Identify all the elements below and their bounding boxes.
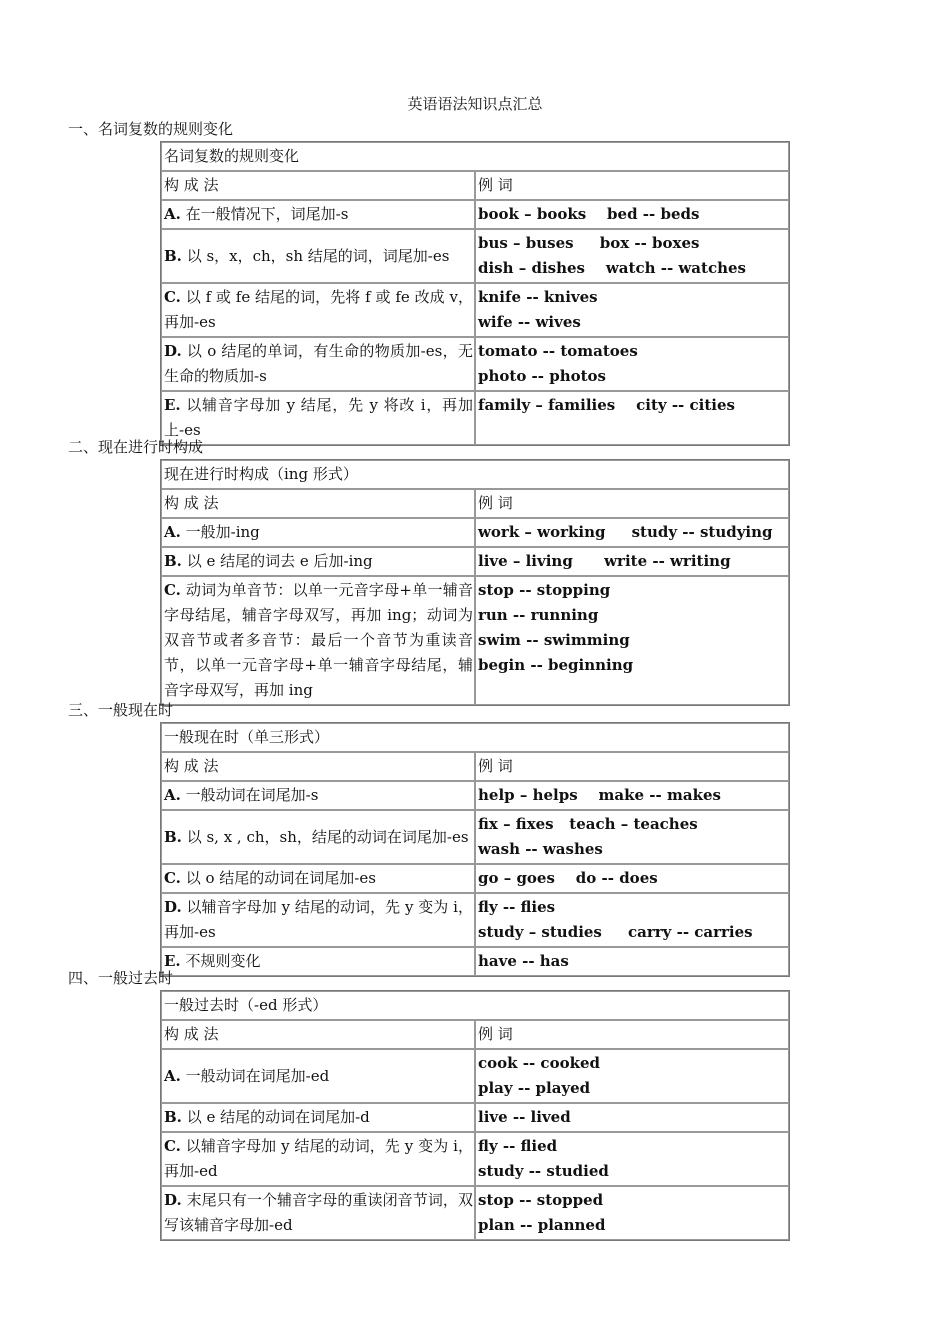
table-row — [161, 893, 789, 947]
rule-text: 以辅音字母加 y 结尾的动词，先 y 变为 i，再加-es — [164, 898, 473, 941]
rule-cell — [161, 1132, 475, 1186]
table-row — [161, 1186, 789, 1240]
rule-cell — [161, 518, 475, 547]
rule-cell — [161, 1103, 475, 1132]
rule-letter: E. — [164, 952, 181, 970]
rule-text: 一般加-ing — [185, 523, 260, 541]
rule-letter: D. — [164, 898, 182, 916]
example-line: live -- lived — [478, 1108, 571, 1126]
rule-letter: A. — [164, 205, 181, 223]
example-line: family – families city -- cities — [478, 396, 735, 414]
example-line: run -- running — [478, 606, 599, 624]
example-line: work – working study -- studying — [478, 523, 773, 541]
table-row — [161, 864, 789, 893]
rule-letter: C. — [164, 869, 181, 887]
rule-text: 以 f 或 fe 结尾的词，先将 f 或 fe 改成 v，再加-es — [164, 288, 473, 331]
example-line: study – studies carry -- carries — [478, 923, 753, 941]
example-line: fix – fixes teach – teaches — [478, 815, 698, 833]
example-line: book – books bed -- beds — [478, 205, 700, 223]
example-line: wife -- wives — [478, 313, 581, 331]
rule-text: 一般动词在词尾加-s — [185, 786, 319, 804]
examples-cell — [475, 947, 789, 976]
examples-cell — [475, 547, 789, 576]
present-continuous-table — [160, 459, 790, 706]
simple-past-table — [160, 990, 790, 1241]
rule-cell — [161, 893, 475, 947]
examples-cell — [475, 893, 789, 947]
table-row — [161, 337, 789, 391]
example-line: stop -- stopping — [478, 581, 611, 599]
rule-text: 不规则变化 — [185, 952, 261, 970]
rule-letter: B. — [164, 1108, 182, 1126]
example-line: plan -- planned — [478, 1216, 606, 1234]
examples-header: 例 词 — [475, 752, 789, 781]
example-line: live – living write -- writing — [478, 552, 731, 570]
examples-cell — [475, 781, 789, 810]
table-row — [161, 810, 789, 864]
table-row — [161, 283, 789, 337]
simple-present-table — [160, 722, 790, 977]
rule-text: 以辅音字母加 y 结尾，先 y 将改 i，再加上-es — [164, 396, 473, 439]
rule-cell — [161, 781, 475, 810]
rule-letter: B. — [164, 552, 182, 570]
rule-text: 以 o 结尾的动词在词尾加-es — [185, 869, 376, 887]
examples-cell — [475, 576, 789, 705]
rule-cell — [161, 200, 475, 229]
rule-cell — [161, 229, 475, 283]
examples-cell — [475, 200, 789, 229]
example-line: fly -- flied — [478, 1137, 558, 1155]
table-row — [161, 391, 789, 445]
method-header: 构 成 法 — [161, 171, 475, 200]
example-line: play -- played — [478, 1079, 591, 1097]
examples-cell — [475, 337, 789, 391]
rule-text: 动词为单音节：以单一元音字母+单一辅音字母结尾，辅音字母双写，再加 ing；动词为双音节或者多音节：最后一个音节为重读音节，以单一元音字母+单一辅音字母结尾，辅音字母双写，再加 ing — [164, 581, 473, 699]
rule-letter: C. — [164, 1137, 181, 1155]
example-line: cook -- cooked — [478, 1054, 600, 1072]
rule-letter: A. — [164, 523, 181, 541]
examples-header: 例 词 — [475, 171, 789, 200]
section-heading-simple-present: 三、一般现在时 — [68, 701, 174, 719]
rule-letter: B. — [164, 246, 182, 265]
example-line: have -- has — [478, 952, 569, 970]
section-heading-present-continuous: 二、现在进行时构成 — [68, 438, 204, 456]
examples-cell — [475, 229, 789, 283]
rule-letter: D. — [164, 342, 182, 360]
rule-cell — [161, 1186, 475, 1240]
table-title: 名词复数的规则变化 — [161, 142, 789, 171]
example-line: study -- studied — [478, 1162, 609, 1180]
rule-text: 以辅音字母加 y 结尾的动词，先 y 变为 i，再加-ed — [164, 1137, 473, 1180]
rule-letter: D. — [164, 1191, 182, 1209]
examples-cell — [475, 1049, 789, 1103]
example-line: go – goes do -- does — [478, 869, 658, 887]
rule-cell — [161, 864, 475, 893]
example-line: help – helps make -- makes — [478, 786, 721, 804]
rule-cell — [161, 810, 475, 864]
rule-text: 以 o 结尾的单词，有生命的物质加-es，无生命的物质加-s — [164, 342, 473, 385]
examples-cell — [475, 391, 789, 445]
table-row — [161, 229, 789, 283]
examples-cell — [475, 810, 789, 864]
table-row — [161, 1103, 789, 1132]
rule-text: 以 s，x，ch，sh 结尾的词，词尾加-es — [186, 246, 450, 265]
table-title: 一般现在时（单三形式） — [161, 723, 789, 752]
rule-letter: C. — [164, 581, 181, 599]
table-row — [161, 1049, 789, 1103]
table-row — [161, 547, 789, 576]
plural-rules-table — [160, 141, 790, 446]
example-line: stop -- stopped — [478, 1191, 604, 1209]
example-line: swim -- swimming — [478, 631, 630, 649]
example-line: tomato -- tomatoes — [478, 342, 638, 360]
document-title: 英语语法知识点汇总 — [407, 95, 543, 113]
examples-cell — [475, 283, 789, 337]
examples-header: 例 词 — [475, 1020, 789, 1049]
method-header: 构 成 法 — [161, 489, 475, 518]
table-row — [161, 947, 789, 976]
section-heading-simple-past: 四、一般过去时 — [68, 969, 174, 987]
rule-letter: E. — [164, 396, 181, 414]
table-title: 现在进行时构成（ing 形式） — [161, 460, 789, 489]
rule-text: 一般动词在词尾加-ed — [185, 1066, 330, 1085]
table-row — [161, 200, 789, 229]
rule-text: 以 e 结尾的词去 e 后加-ing — [186, 552, 373, 570]
rule-text: 末尾只有一个辅音字母的重读闭音节词，双写该辅音字母加-ed — [164, 1191, 473, 1234]
example-line: wash -- washes — [478, 840, 603, 858]
examples-cell — [475, 864, 789, 893]
table-row — [161, 1132, 789, 1186]
table-row — [161, 781, 789, 810]
example-line: knife -- knives — [478, 288, 598, 306]
rule-cell — [161, 337, 475, 391]
rule-letter: C. — [164, 288, 181, 306]
method-header: 构 成 法 — [161, 752, 475, 781]
rule-cell — [161, 283, 475, 337]
rule-cell — [161, 391, 475, 445]
example-line: begin -- beginning — [478, 656, 634, 674]
table-row — [161, 576, 789, 705]
example-line: dish – dishes watch -- watches — [478, 259, 746, 277]
rule-cell — [161, 947, 475, 976]
examples-cell — [475, 518, 789, 547]
rule-letter: B. — [164, 827, 182, 846]
table-row — [161, 518, 789, 547]
examples-cell — [475, 1103, 789, 1132]
method-header: 构 成 法 — [161, 1020, 475, 1049]
rule-text: 以 e 结尾的动词在词尾加-d — [186, 1108, 370, 1126]
rule-cell — [161, 576, 475, 705]
rule-letter: A. — [164, 786, 181, 804]
examples-cell — [475, 1132, 789, 1186]
rule-cell — [161, 547, 475, 576]
rule-text: 在一般情况下，词尾加-s — [185, 205, 349, 223]
rule-letter: A. — [164, 1066, 181, 1085]
rule-text: 以 s, x , ch，sh，结尾的动词在词尾加-es — [186, 827, 469, 846]
section-heading-plural: 一、名词复数的规则变化 — [68, 120, 234, 138]
examples-cell — [475, 1186, 789, 1240]
example-line: fly -- flies — [478, 898, 556, 916]
example-line: photo -- photos — [478, 367, 607, 385]
examples-header: 例 词 — [475, 489, 789, 518]
rule-cell — [161, 1049, 475, 1103]
table-title: 一般过去时（-ed 形式） — [161, 991, 789, 1020]
example-line: bus – buses box -- boxes — [478, 234, 700, 252]
